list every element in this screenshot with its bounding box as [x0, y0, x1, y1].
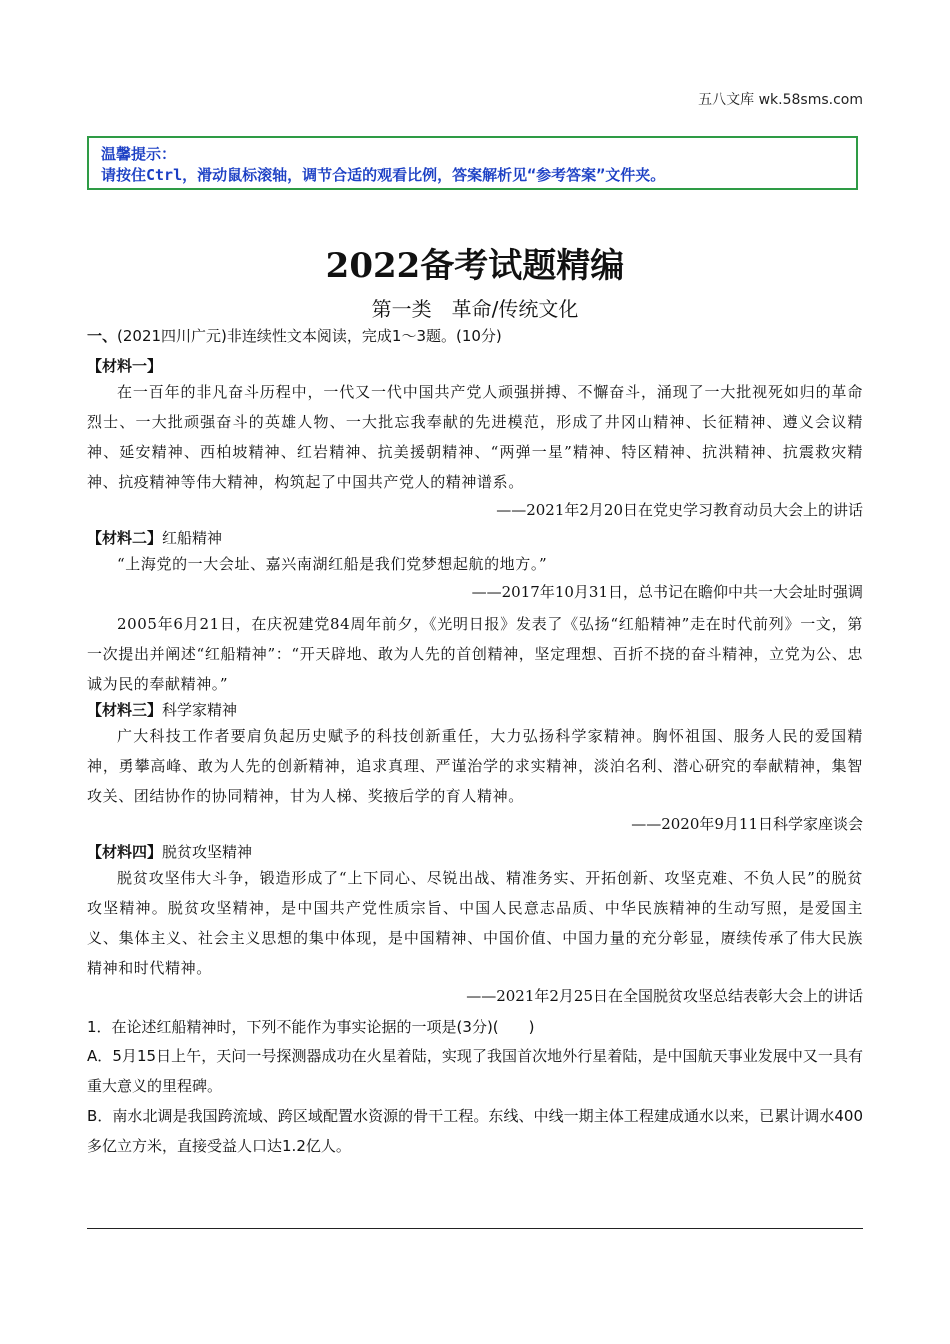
material-2-quote: “上海党的一大会址、嘉兴南湖红船是我们党梦想起航的地方。” [117, 555, 548, 573]
site-header: 五八文库 wk.58sms.com [698, 92, 863, 108]
page-title: 2022备考试题精编 [325, 246, 625, 286]
material-3-heading [87, 699, 863, 721]
tip-line-2: 请按住Ctrl，滑动鼠标滚轴，调节合适的观看比例，答案解析见“参考答案”文件夹。 [101, 166, 666, 184]
question-1-option-a: A．5月15日上午，天问一号探测器成功在火星着陆，实现了我国首次地外行星着陆，是中国航天事业发展中又一具有重大意义的里程碑。 [87, 1047, 863, 1095]
question-intro-text: (2021四川广元)非连续性文本阅读，完成1～3题。(10分) [117, 327, 502, 345]
material-1-source: ——2021年2月20日在党史学习教育动员大会上的讲话 [496, 501, 863, 519]
material-1-label: 【材料一】 [87, 357, 163, 375]
material-2-quote-source: ——2017年10月31日，总书记在瞻仰中共一大会址时强调 [471, 583, 863, 601]
footer-rule [87, 1228, 863, 1229]
question-1-option-b: B．南水北调是我国跨流域、跨区域配置水资源的骨干工程。东线、中线一期主体工程建成通水以来，已累计调水400多亿立方米，直接受益人口达1.2亿人。 [87, 1107, 863, 1155]
material-2-heading [87, 527, 863, 549]
material-4-paragraph: 脱贫攻坚伟大斗争，锻造形成了“上下同心、尽锐出战、精准务实、开拓创新、攻坚克难、不负人民”的脱贫攻坚精神。脱贫攻坚精神，是中国共产党性质宗旨、中国人民意志品质、中华民族精神的生动写照，是爱国主义、集体主义、社会主义思想的集中体现，是中国精神、中国价值、中国力量的充分彰显，赓续传承了伟大民族精神和时代精神。 [87, 869, 863, 977]
material-1-paragraph: 在一百年的非凡奋斗历程中，一代又一代中国共产党人顽强拼搏、不懈奋斗，涌现了一大批视死如归的革命烈士、一大批顽强奋斗的英雄人物、一大批忘我奉献的先进模范，形成了井冈山精神、长征精神、遵义会议精神、延安精神、西柏坡精神、红岩精神、抗美援朝精神、“两弹一星”精神、特区精神、抗洪精神、抗震救灾精神、抗疫精神等伟大精神，构筑起了中国共产党人的精神谱系。 [87, 383, 863, 491]
material-4-title: 脱贫攻坚精神 [162, 843, 253, 861]
question-number: 一、 [87, 327, 118, 345]
question-1-stem: 1．在论述红船精神时，下列不能作为事实论据的一项是(3分)( ) [87, 1018, 535, 1036]
material-1-heading [87, 355, 863, 377]
page-subtitle: 第一类 革命/传统文化 [371, 297, 579, 321]
material-3-title: 科学家精神 [162, 701, 238, 719]
material-3-paragraph: 广大科技工作者要肩负起历史赋予的科技创新重任，大力弘扬科学家精神。胸怀祖国、服务人民的爱国精神，勇攀高峰、敢为人先的创新精神，追求真理、严谨治学的求实精神，淡泊名利、潜心研究的奉献精神，集智攻关、团结协作的协同精神，甘为人梯、奖掖后学的育人精神。 [87, 727, 863, 805]
question-intro [87, 325, 863, 347]
material-2-paragraph: 2005年6月21日，在庆祝建党84周年前夕，《光明日报》发表了《弘扬“红船精神”走在时代前列》一文，第一次提出并阐述“红船精神”：“开天辟地、敢为人先的首创精神，坚定理想、百折不挠的奋斗精神，立党为公、忠诚为民的奉献精神。” [87, 615, 863, 693]
material-4-heading [87, 841, 863, 863]
main-content [87, 325, 863, 1161]
tip-line-1: 温馨提示： [101, 145, 177, 163]
material-4-label: 【材料四】 [87, 843, 163, 861]
material-3-label: 【材料三】 [87, 701, 163, 719]
material-2-label: 【材料二】 [87, 529, 163, 547]
material-2-title: 红船精神 [162, 529, 223, 547]
material-4-source: ——2021年2月25日在全国脱贫攻坚总结表彰大会上的讲话 [466, 987, 863, 1005]
material-3-source: ——2020年9月11日科学家座谈会 [631, 815, 863, 833]
tip-box [87, 136, 858, 190]
